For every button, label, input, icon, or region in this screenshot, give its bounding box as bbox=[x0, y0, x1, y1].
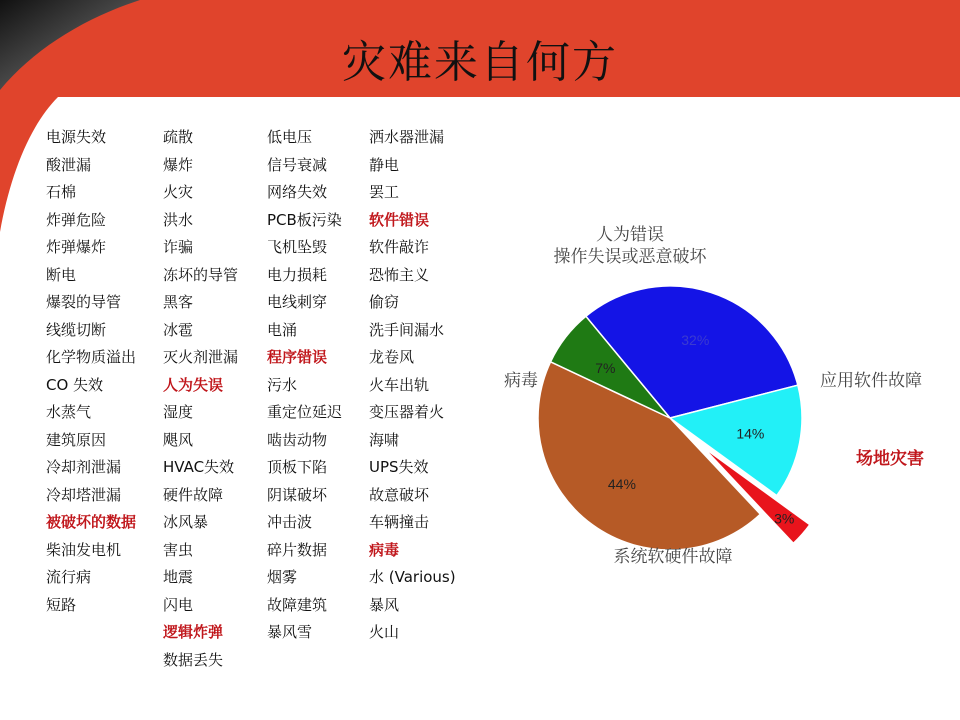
threat-item: 软件敲诈 bbox=[369, 238, 430, 256]
threat-item: 飞机坠毁 bbox=[267, 238, 328, 256]
threat-item: 龙卷风 bbox=[369, 348, 415, 366]
threat-column-3 bbox=[267, 124, 342, 647]
threat-item: 洪水 bbox=[163, 210, 194, 229]
threat-item: 流行病 bbox=[46, 568, 92, 586]
threat-item: 炸弹危险 bbox=[46, 210, 107, 229]
slide-title: 灾难来自何方 bbox=[342, 37, 618, 88]
threat-item: 静电 bbox=[369, 155, 400, 174]
threat-item: 诈骗 bbox=[163, 238, 194, 256]
threat-item: 黑客 bbox=[163, 293, 194, 311]
pie-category-label bbox=[820, 371, 922, 391]
threat-item: 烟雾 bbox=[267, 568, 298, 586]
threat-item: 信号衰减 bbox=[267, 155, 328, 174]
threat-item: 故意破坏 bbox=[369, 485, 430, 504]
threat-item: 火灾 bbox=[163, 183, 194, 201]
pie-category-label-line: 系统软硬件故障 bbox=[613, 547, 733, 567]
threat-item: 硬件故障 bbox=[163, 485, 224, 504]
threat-item: UPS失效 bbox=[369, 458, 429, 476]
threat-item: 湿度 bbox=[163, 403, 194, 421]
threat-column-1 bbox=[46, 124, 136, 619]
threat-item: 石棉 bbox=[46, 183, 77, 201]
threat-item: 被破坏的数据 bbox=[46, 513, 137, 531]
threat-item: 洒水器泄漏 bbox=[369, 128, 445, 146]
threat-column-2 bbox=[163, 124, 238, 674]
threat-item: 电力损耗 bbox=[267, 265, 328, 284]
threat-item: 电线刺穿 bbox=[267, 293, 328, 311]
threat-item: 害虫 bbox=[163, 540, 194, 559]
threat-item: 闪电 bbox=[163, 595, 194, 614]
threat-item: 人为失误 bbox=[163, 375, 224, 394]
threat-item: 程序错误 bbox=[267, 348, 328, 366]
threat-item: 炸弹爆炸 bbox=[46, 238, 107, 256]
threat-item: 冰雹 bbox=[163, 320, 194, 339]
threat-item: 电源失效 bbox=[46, 128, 107, 146]
threat-item: 故障建筑 bbox=[267, 595, 328, 614]
threat-item: 污水 bbox=[267, 375, 298, 394]
pie-category-label bbox=[554, 225, 708, 267]
threat-item: 爆裂的导管 bbox=[46, 293, 122, 311]
threat-item: 电涌 bbox=[267, 320, 298, 339]
threat-item: 飓风 bbox=[163, 430, 194, 449]
threat-item: 疏散 bbox=[163, 128, 194, 146]
pie-percent-label: 14% bbox=[736, 425, 765, 442]
threat-item: 海啸 bbox=[369, 430, 400, 449]
threat-item: HVAC失效 bbox=[163, 458, 235, 476]
pie-percent-label: 32% bbox=[681, 332, 710, 349]
threat-item: 偷窃 bbox=[369, 293, 400, 311]
pie-percent-label: 44% bbox=[607, 476, 636, 493]
threat-item: 火车出轨 bbox=[369, 375, 430, 394]
threat-item: 暴风 bbox=[369, 595, 400, 614]
threat-item: 断电 bbox=[46, 265, 77, 284]
threat-item: 水蒸气 bbox=[46, 403, 92, 421]
threat-item: 变压器着火 bbox=[369, 403, 445, 421]
threat-item: 软件错误 bbox=[369, 210, 430, 229]
threat-item: 酸泄漏 bbox=[46, 155, 92, 174]
pie-category-label bbox=[614, 547, 733, 567]
threat-item: 重定位延迟 bbox=[267, 403, 343, 421]
disaster-cause-pie-chart bbox=[480, 200, 950, 590]
pie-category-label bbox=[504, 371, 538, 391]
pie-category-label-line: 人为错误 bbox=[596, 225, 664, 245]
threat-item: 顶板下陷 bbox=[267, 458, 328, 476]
threat-item: 冷却塔泄漏 bbox=[46, 485, 122, 504]
pie-category-label bbox=[856, 448, 924, 469]
pie-percent-label: 3% bbox=[774, 510, 795, 527]
threat-item: 罢工 bbox=[369, 183, 400, 201]
threat-item: 病毒 bbox=[369, 540, 400, 559]
threat-item: 逻辑炸弹 bbox=[163, 623, 224, 641]
threat-item: 冰风暴 bbox=[163, 513, 209, 531]
threat-item: 地震 bbox=[163, 568, 194, 586]
pie-category-label-line: 操作失误或恶意破坏 bbox=[553, 247, 707, 267]
threat-item: 车辆撞击 bbox=[369, 513, 430, 531]
threat-item: 爆炸 bbox=[163, 155, 194, 174]
threat-item: 水 (Various) bbox=[369, 568, 456, 586]
pie-category-label-line: 应用软件故障 bbox=[820, 371, 922, 391]
threat-item: 冻坏的导管 bbox=[163, 265, 239, 284]
threat-item: 灭火剂泄漏 bbox=[163, 348, 239, 366]
threat-item: 网络失效 bbox=[267, 183, 328, 201]
threat-item: 暴风雪 bbox=[267, 623, 313, 641]
threat-item: 啮齿动物 bbox=[267, 430, 328, 449]
threat-item: 化学物质溢出 bbox=[46, 348, 137, 366]
threat-item: CO 失效 bbox=[46, 375, 104, 394]
pie-category-label-line: 病毒 bbox=[504, 371, 538, 391]
threat-item: 恐怖主义 bbox=[369, 265, 430, 284]
threat-item: 阴谋破坏 bbox=[267, 485, 328, 504]
threat-item: 柴油发电机 bbox=[46, 540, 122, 559]
threat-item: 线缆切断 bbox=[46, 320, 107, 339]
threat-item: PCB板污染 bbox=[267, 210, 342, 229]
threat-item: 碎片数据 bbox=[267, 540, 328, 559]
pie-percent-label: 7% bbox=[595, 359, 616, 376]
threat-item: 建筑原因 bbox=[46, 430, 107, 449]
threat-item: 冷却剂泄漏 bbox=[46, 458, 122, 476]
threat-item: 洗手间漏水 bbox=[369, 320, 445, 339]
threat-item: 短路 bbox=[46, 595, 77, 614]
threat-item: 冲击波 bbox=[267, 513, 313, 531]
threat-item: 火山 bbox=[369, 623, 400, 641]
threat-column-4 bbox=[369, 124, 456, 647]
pie-category-label-line: 场地灾害 bbox=[856, 449, 924, 469]
threat-item: 低电压 bbox=[267, 128, 313, 146]
threat-item: 数据丢失 bbox=[163, 650, 224, 669]
